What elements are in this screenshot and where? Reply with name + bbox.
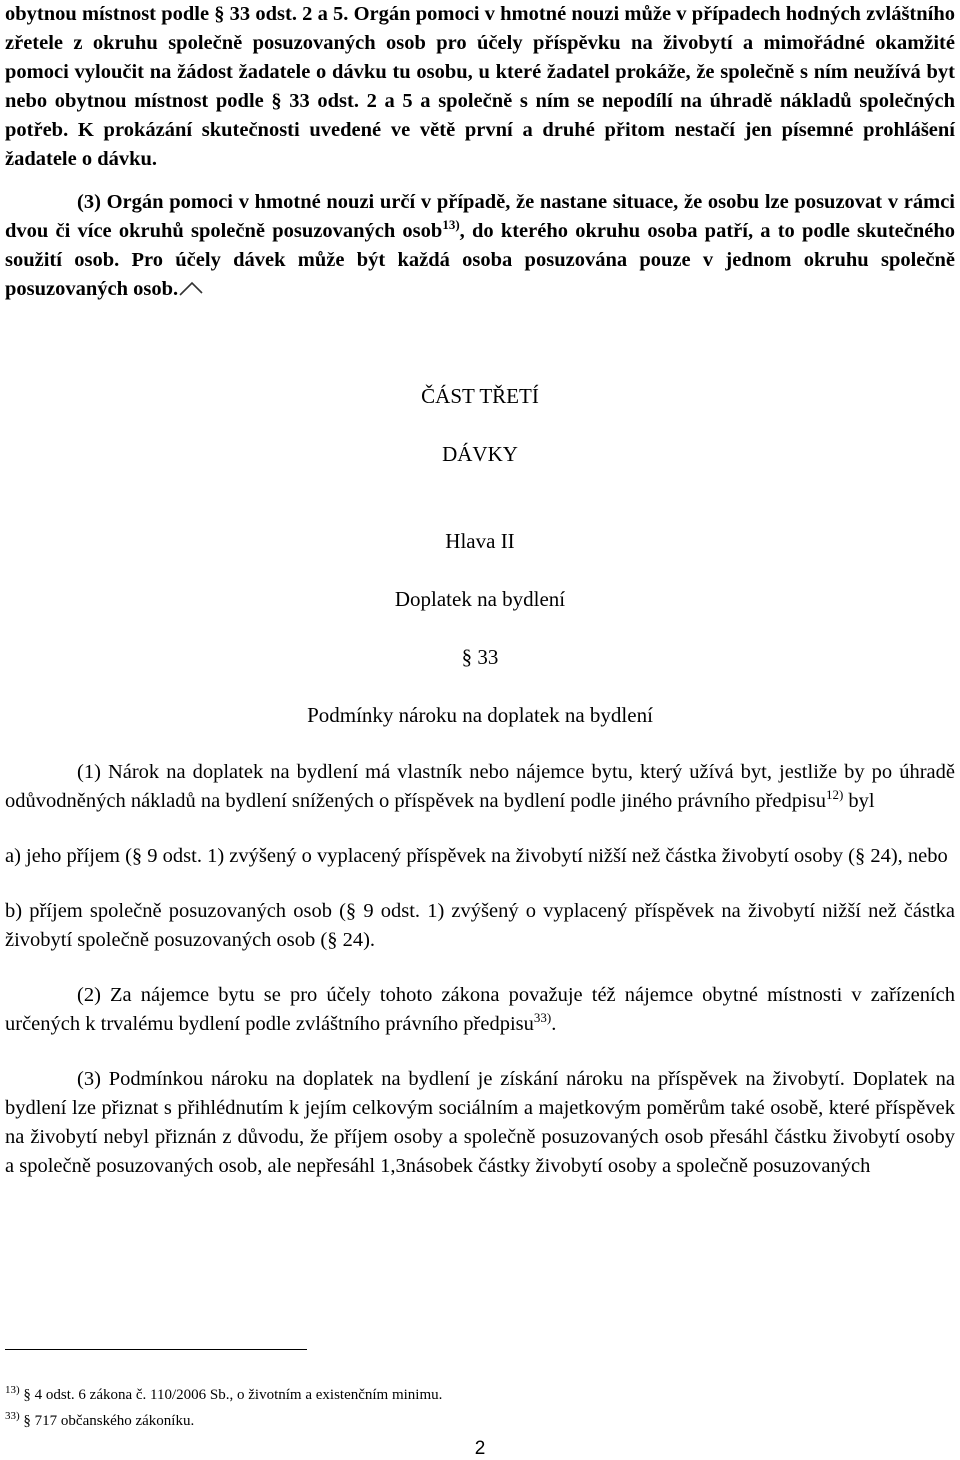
footnote-33: $^{33)}$ § 717 občanského zákoníku. xyxy=(5,1410,195,1429)
footnote-ref-13: 13) xyxy=(442,217,460,233)
footnote-ref-12: 12) xyxy=(825,787,844,803)
item-b: b) příjem společně posuzovaných osob (§ 9 odst. 1) zvýšený o vyplacený příspěvek na živobytí nižší než částka živobytí společně posuzovaných osob (§ 24). xyxy=(5,900,955,951)
chapter-heading: Hlava II xyxy=(445,529,515,553)
paragraph-2-tenant: (2) Za nájemce bytu se pro účely tohoto zákona považuje též nájemce obytné místnosti v zařízeních určených k trvalému bydlení podle zvláštního právního předpisu$^{33)}$. xyxy=(5,984,955,1035)
paragraph-3-condition: (3) Podmínkou nároku na doplatek na bydlení je získání nároku na příspěvek na živobytí. Doplatek na bydlení lze přiznat s přihlédnutím k jejím celkovým sociálním a majetkovým poměrům také osobě, které příspěvek na živobytí nebyl přiznán z důvodu, že příjem osoby a společně posuzovaných osob přesáhl částku živobytí osoby a společně posuzovaných osob, ale nepřesáhl 1,3násobek částky živobytí osoby a společně posuzovaných xyxy=(5,1068,955,1177)
footnote-ref-33: 33) xyxy=(533,1010,552,1026)
section-heading: § 33 xyxy=(461,645,499,669)
subtitle-heading: Podmínky nároku na doplatek na bydlení xyxy=(307,703,653,727)
benefits-heading: DÁVKY xyxy=(442,442,518,466)
document-page xyxy=(5,0,955,1181)
part-heading: ČÁST TŘETÍ xyxy=(421,384,539,408)
item-a: a) jeho příjem (§ 9 odst. 1) zvýšený o vyplacený příspěvek na živobytí nižší než částka živobytí osoby (§ 24), nebo xyxy=(5,845,948,867)
title-heading: Doplatek na bydlení xyxy=(394,587,566,611)
footnote-divider xyxy=(5,1349,307,1350)
page-number: 2 xyxy=(474,1438,486,1459)
insertion-mark-icon xyxy=(178,279,204,297)
footnote-13: $^{13)}$ § 4 odst. 6 zákona č. 110/2006 Sb., o životním a existenčním minimu. xyxy=(5,1384,443,1403)
paragraph-continuation: obytnou místnost podle § 33 odst. 2 a 5. Orgán pomoci v hmotné nouzi může v případech hodných zvláštního zřetele z okruhu společně posuzovaných osob pro účely příspěvku na živobytí a mimořádné okamžité pomoci vyloučit na žádost žadatele o dávku tu osobu, u které žadatel prokáže, že společně s ním neužívá byt nebo obytnou místnost podle § 33 odst. 2 a 5 a společně s ním se nepodílí na úhradě nákladů společných potřeb. K prokázání skutečnosti uvedené ve větě první a druhé přitom nestačí jen písemné prohlášení žadatele o dávku. xyxy=(5,3,955,170)
paragraph-1-claim: (1) Nárok na doplatek na bydlení má vlastník nebo nájemce bytu, který užívá byt, jestliže by po úhradě odůvodněných nákladů na bydlení snížených o příspěvek na bydlení podle jiného právního předpisu$^{12)}$ byl xyxy=(5,761,955,812)
paragraph-3-organ: (3) Orgán pomoci v hmotné nouzi určí v případě, že nastane situace, že osobu lze posuzovat v rámci dvou či více okruhů společně posuzovaných osob$^{13)}$, do kterého okruhu osoba patří, a to podle skutečného soužití osob. Pro účely dávek může být každá osoba posuzována pouze v jednom okruhu společně posuzovaných osob. xyxy=(5,191,955,300)
